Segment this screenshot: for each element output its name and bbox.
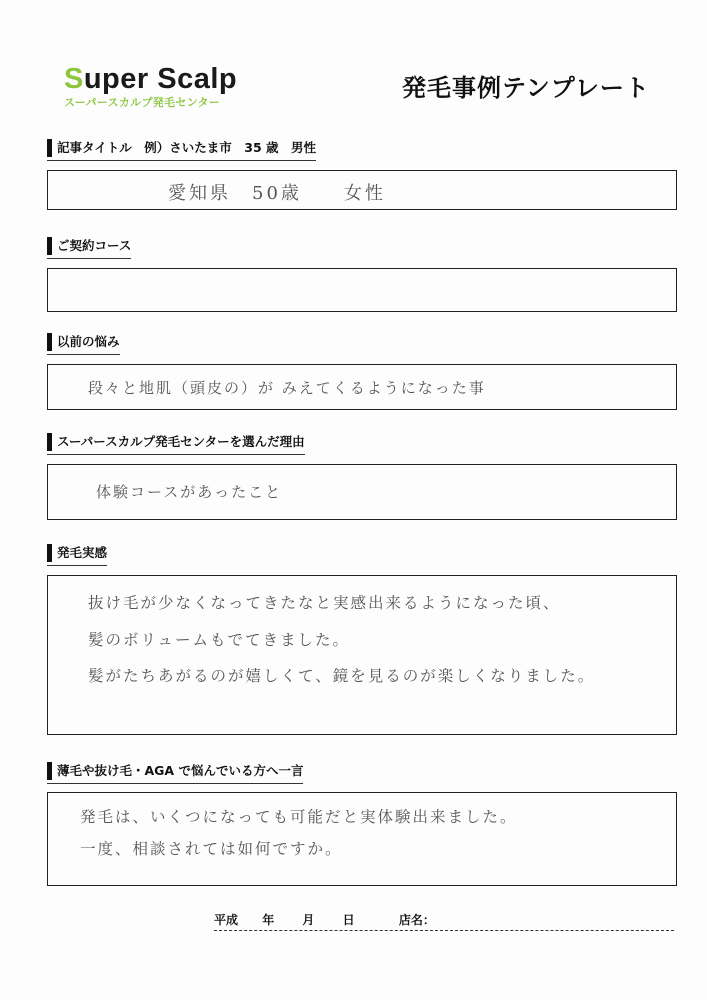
answer-box-hair-growth-feeling <box>47 575 677 735</box>
section-label-message: 薄毛や抜け毛・AGA で悩んでいる方へ一言 <box>47 762 303 780</box>
logo <box>64 64 237 110</box>
answer-box-reason <box>47 464 677 520</box>
logo-wordmark: Super Scalp <box>64 63 238 95</box>
section-label-previous-concerns: 以前の悩み <box>47 333 120 351</box>
document-title: 発毛事例テンプレート <box>402 74 650 102</box>
answer-box-contract-course <box>47 268 677 312</box>
footer-date-store <box>214 911 435 928</box>
logo-subtitle: スーパースカルプ発毛センター <box>64 96 221 109</box>
handwritten-line: 髪がたちあがるのが嬉しくて、鏡を見るのが楽しくなりました。 <box>88 667 596 685</box>
handwritten-line: 抜け毛が少なくなってきたなと実感出来るようになった頃、 <box>88 594 561 612</box>
footer-month: 月 <box>302 913 315 927</box>
footer-year: 年 <box>262 913 275 927</box>
section-label-hair-growth-feeling: 発毛実感 <box>47 544 107 562</box>
handwritten-line: 髪のボリュームもでてきました。 <box>88 631 351 649</box>
handwritten-line: 愛知県 50歳 女性 <box>168 183 386 204</box>
footer-day: 日 <box>342 913 355 927</box>
handwritten-line: 段々と地肌（頭皮の）が みえてくるようになった事 <box>88 379 486 397</box>
section-label-contract-course: ご契約コース <box>47 237 131 255</box>
section-label-article-title: 記事タイトル 例）さいたま市 35 歳 男性 <box>47 139 316 157</box>
answer-box-previous-concerns <box>47 364 677 410</box>
footer-store-label: 店名： <box>398 913 435 927</box>
handwritten-line: 一度、相談されては如何ですか。 <box>80 840 343 858</box>
handwritten-line: 発毛は、いくつになっても可能だと実体験出来ました。 <box>80 808 518 826</box>
answer-box-article-title <box>47 170 677 210</box>
handwritten-line: 体験コースがあったこと <box>96 483 283 501</box>
footer-underline <box>214 930 674 931</box>
section-label-reason: スーパースカルプ発毛センターを選んだ理由 <box>47 433 305 451</box>
footer-era: 平成 <box>214 913 239 927</box>
answer-box-message <box>47 792 677 886</box>
